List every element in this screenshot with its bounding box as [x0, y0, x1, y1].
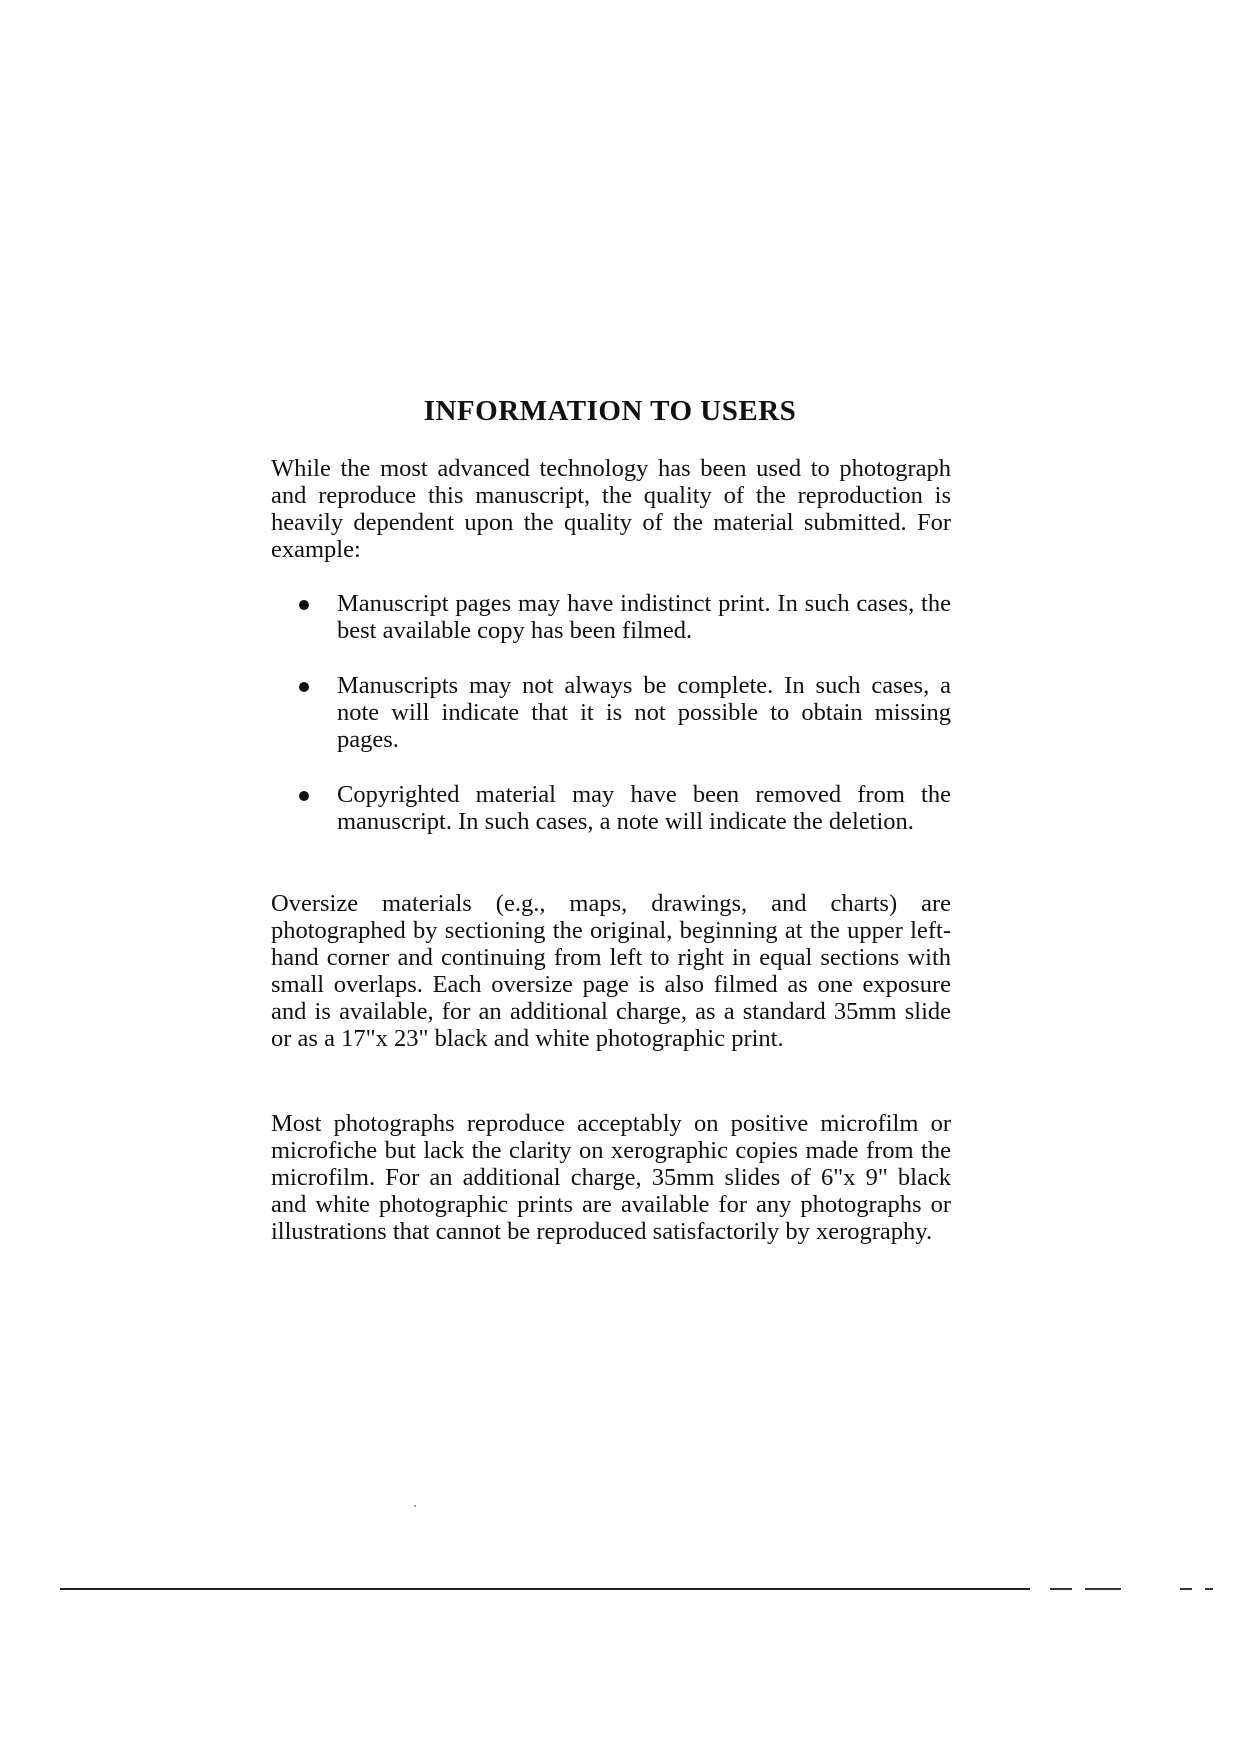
page-title: INFORMATION TO USERS [423, 395, 797, 427]
bullet-item [271, 590, 951, 644]
bullet-text: Copyrighted material may have been removed from the manuscript. In such cases, a note will indicate the deletion. [337, 781, 951, 835]
photographs-paragraph-block [271, 1110, 951, 1245]
bullet-item [271, 781, 951, 835]
bullet-list [271, 590, 951, 863]
photographs-paragraph: Most photographs reproduce acceptably on positive microfilm or microfiche but lack the clarity on xerographic copies made from the microfilm. For an additional charge, 35mm slides of 6"x 9" black and white photographic prints are available for any photographs or illustrations that cannot be reproduced satisfactorily by xerography. [271, 1110, 951, 1245]
bullet-text: Manuscript pages may have indistinct print. In such cases, the best available copy has been filmed. [337, 590, 951, 644]
intro-paragraph-block [271, 455, 951, 563]
bullet-dot-icon [299, 791, 309, 801]
oversize-paragraph-block [271, 890, 951, 1052]
bottom-scan-rule-fragment [1050, 1588, 1072, 1590]
oversize-paragraph: Oversize materials (e.g., maps, drawings, and charts) are photographed by sectioning the original, beginning at the upper left-hand corner and continuing from left to right in equal sections with small overlaps. Each oversize page is also filmed as one exposure and is available, for an additional charge, as a standard 35mm slide or as a 17"x 23" black and white photographic print. [271, 890, 951, 1052]
bottom-scan-rule-fragment [1205, 1588, 1213, 1590]
bottom-scan-rule-fragment [1180, 1588, 1192, 1590]
bullet-dot-icon [299, 682, 309, 692]
bullet-item [271, 672, 951, 753]
bottom-scan-rule-fragment [1085, 1588, 1121, 1590]
scan-speck [414, 1505, 416, 1507]
bullet-text: Manuscripts may not always be complete. In such cases, a note will indicate that it is not possible to obtain missing pages. [337, 672, 951, 753]
intro-paragraph: While the most advanced technology has been used to photograph and reproduce this manuscript, the quality of the reproduction is heavily dependent upon the quality of the material submitted. For example: [271, 455, 951, 563]
bullet-dot-icon [299, 600, 309, 610]
bottom-scan-rule [60, 1588, 1030, 1590]
